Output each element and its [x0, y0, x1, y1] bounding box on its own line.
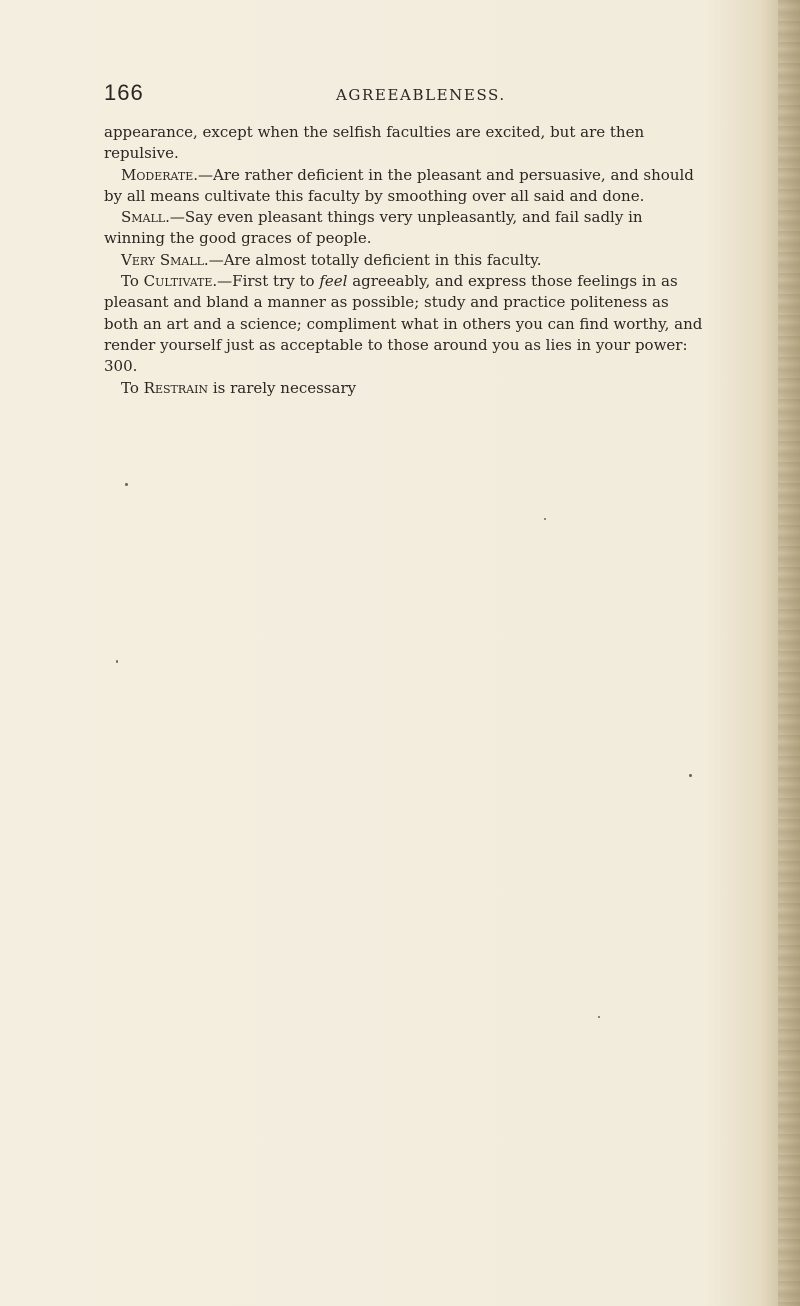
page-number: 166 — [104, 80, 144, 105]
body-text — [104, 122, 706, 399]
paragraph-continuation — [104, 122, 706, 165]
paper-speck — [116, 660, 118, 663]
paragraph-very-small — [104, 250, 706, 271]
paragraph-prefix: To — [121, 378, 139, 397]
paragraph-text: is rarely necessary — [208, 378, 357, 397]
paragraph-label: Very Small. — [121, 250, 209, 269]
paragraph-label: Small. — [121, 208, 170, 227]
paragraph-text: —First try to — [217, 272, 320, 291]
paragraph-text: agreeably, and express those feelings in as pleasant and bland a manner as possible; study and practice politeness as both an art and a science; compliment what in others you can find worthy, and render yourself just as acceptable to those around you as lies in your power: 300. — [104, 272, 703, 376]
paragraph-label: Restrain — [143, 378, 209, 397]
paragraph-text: —Are rather deficient in the pleasant and persuasive, and should by all means cultivate this faculty by smoothing over all said and done. — [104, 165, 694, 205]
emphasis-text: feel — [319, 272, 348, 291]
paragraph-label: Moderate. — [121, 165, 198, 184]
page-header — [104, 80, 704, 110]
page-edge-shadow — [778, 0, 800, 1306]
running-title: AGREEABLENESS. — [336, 86, 506, 104]
paper-speck — [544, 518, 546, 520]
paragraph-small — [104, 207, 706, 250]
paragraph-text: —Say even pleasant things very unpleasantly, and fail sadly in winning the good graces of people. — [104, 208, 643, 248]
paragraph-moderate — [104, 165, 706, 208]
paragraph-restrain — [104, 378, 706, 399]
paragraph-text: —Are almost totally deficient in this faculty. — [208, 250, 542, 269]
paper-speck — [598, 1016, 600, 1018]
paragraph-text: appearance, except when the selfish faculties are excited, but are then repulsive. — [104, 123, 645, 163]
paragraph-label: Cultivate. — [143, 272, 218, 291]
paragraph-cultivate — [104, 271, 706, 377]
paper-speck — [689, 774, 692, 777]
paper-speck — [125, 483, 128, 486]
paragraph-prefix: To — [121, 272, 139, 291]
